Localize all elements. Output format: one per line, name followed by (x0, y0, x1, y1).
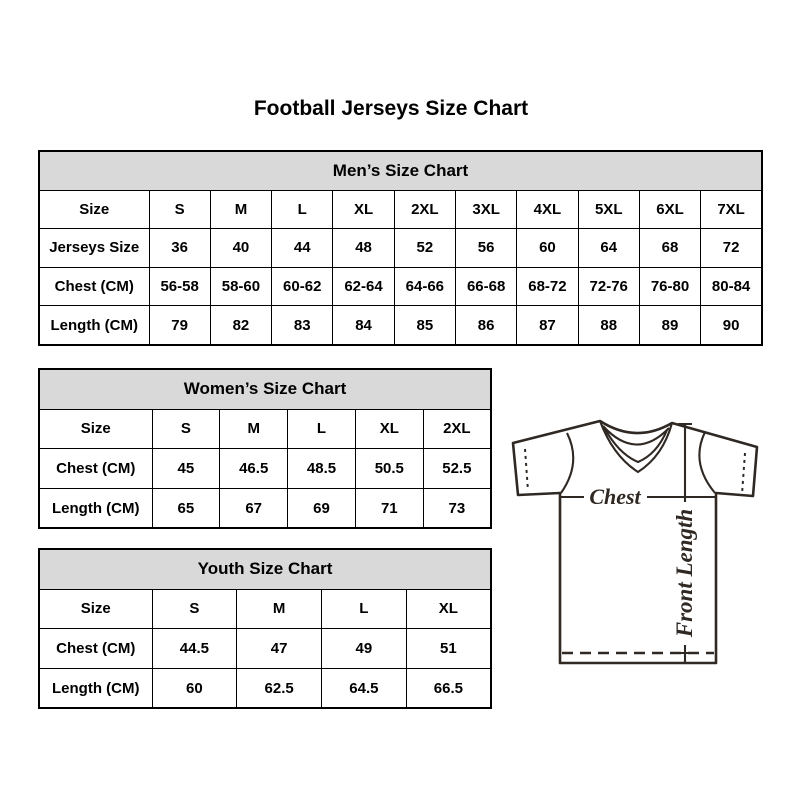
size-value: L (288, 409, 356, 449)
size-value: 86 (455, 306, 516, 345)
size-value: 45 (152, 449, 220, 489)
size-value: 46.5 (220, 449, 288, 489)
size-value: 5XL (578, 190, 639, 229)
chest-label: Chest (589, 484, 641, 509)
size-value: 79 (149, 306, 210, 345)
size-value: L (322, 589, 407, 629)
size-value: 82 (210, 306, 271, 345)
size-value: 2XL (423, 409, 491, 449)
size-value: 36 (149, 229, 210, 268)
size-value: XL (333, 190, 394, 229)
size-value: S (149, 190, 210, 229)
table-header-row (39, 151, 762, 190)
table-row (39, 449, 491, 489)
table-row (39, 409, 491, 449)
size-value: 87 (517, 306, 578, 345)
size-value: 56-58 (149, 267, 210, 306)
table-title: Youth Size Chart (39, 549, 491, 589)
size-value: 80-84 (701, 267, 762, 306)
table-row (39, 589, 491, 629)
size-value: 68 (639, 229, 700, 268)
size-value: 44 (272, 229, 333, 268)
size-value: 85 (394, 306, 455, 345)
mens-size-table (38, 150, 763, 346)
row-label: Chest (CM) (39, 267, 149, 306)
size-value: 72-76 (578, 267, 639, 306)
table-header-row (39, 549, 491, 589)
size-value: 60 (517, 229, 578, 268)
table-row (39, 190, 762, 229)
size-value: 44.5 (152, 629, 237, 669)
size-value: 90 (701, 306, 762, 345)
size-value: 69 (288, 488, 356, 528)
size-value: 52 (394, 229, 455, 268)
jersey-measurement-diagram (495, 402, 785, 682)
size-value: 52.5 (423, 449, 491, 489)
size-value: 66-68 (455, 267, 516, 306)
size-value: 4XL (517, 190, 578, 229)
size-value: 66.5 (406, 668, 491, 708)
size-value: 56 (455, 229, 516, 268)
table-title: Women’s Size Chart (39, 369, 491, 409)
size-value: 2XL (394, 190, 455, 229)
size-value: 84 (333, 306, 394, 345)
size-value: M (220, 409, 288, 449)
table-row (39, 306, 762, 345)
size-value: 64.5 (322, 668, 407, 708)
womens-size-table (38, 368, 492, 529)
size-value: 83 (272, 306, 333, 345)
size-value: 76-80 (639, 267, 700, 306)
size-value: 60-62 (272, 267, 333, 306)
size-value: 7XL (701, 190, 762, 229)
size-value: L (272, 190, 333, 229)
table-row (39, 229, 762, 268)
size-value: 47 (237, 629, 322, 669)
size-value: 51 (406, 629, 491, 669)
row-label: Length (CM) (39, 488, 152, 528)
size-value: M (237, 589, 322, 629)
size-value: 40 (210, 229, 271, 268)
row-label: Chest (CM) (39, 449, 152, 489)
table-row (39, 629, 491, 669)
row-label: Length (CM) (39, 668, 152, 708)
size-value: 65 (152, 488, 220, 528)
size-value: M (210, 190, 271, 229)
size-value: XL (355, 409, 423, 449)
row-label: Size (39, 190, 149, 229)
table-row (39, 267, 762, 306)
size-value: 62.5 (237, 668, 322, 708)
size-value: 88 (578, 306, 639, 345)
size-value: 3XL (455, 190, 516, 229)
size-value: 48 (333, 229, 394, 268)
front-length-label: Front Length (672, 508, 697, 638)
size-value: 71 (355, 488, 423, 528)
size-value: 89 (639, 306, 700, 345)
jersey-outline (513, 421, 757, 663)
size-value: 68-72 (517, 267, 578, 306)
size-value: S (152, 589, 237, 629)
size-value: 60 (152, 668, 237, 708)
row-label: Jerseys Size (39, 229, 149, 268)
size-value: S (152, 409, 220, 449)
size-value: 64 (578, 229, 639, 268)
size-value: 62-64 (333, 267, 394, 306)
table-header-row (39, 369, 491, 409)
size-value: 72 (701, 229, 762, 268)
size-value: 73 (423, 488, 491, 528)
size-value: XL (406, 589, 491, 629)
size-value: 64-66 (394, 267, 455, 306)
row-label: Size (39, 589, 152, 629)
row-label: Chest (CM) (39, 629, 152, 669)
table-row (39, 668, 491, 708)
size-value: 49 (322, 629, 407, 669)
size-value: 6XL (639, 190, 700, 229)
table-row (39, 488, 491, 528)
youth-size-table (38, 548, 492, 709)
table-title: Men’s Size Chart (39, 151, 762, 190)
size-value: 67 (220, 488, 288, 528)
page-title: Football Jerseys Size Chart (253, 97, 529, 120)
row-label: Size (39, 409, 152, 449)
row-label: Length (CM) (39, 306, 149, 345)
size-value: 50.5 (355, 449, 423, 489)
size-value: 48.5 (288, 449, 356, 489)
size-value: 58-60 (210, 267, 271, 306)
